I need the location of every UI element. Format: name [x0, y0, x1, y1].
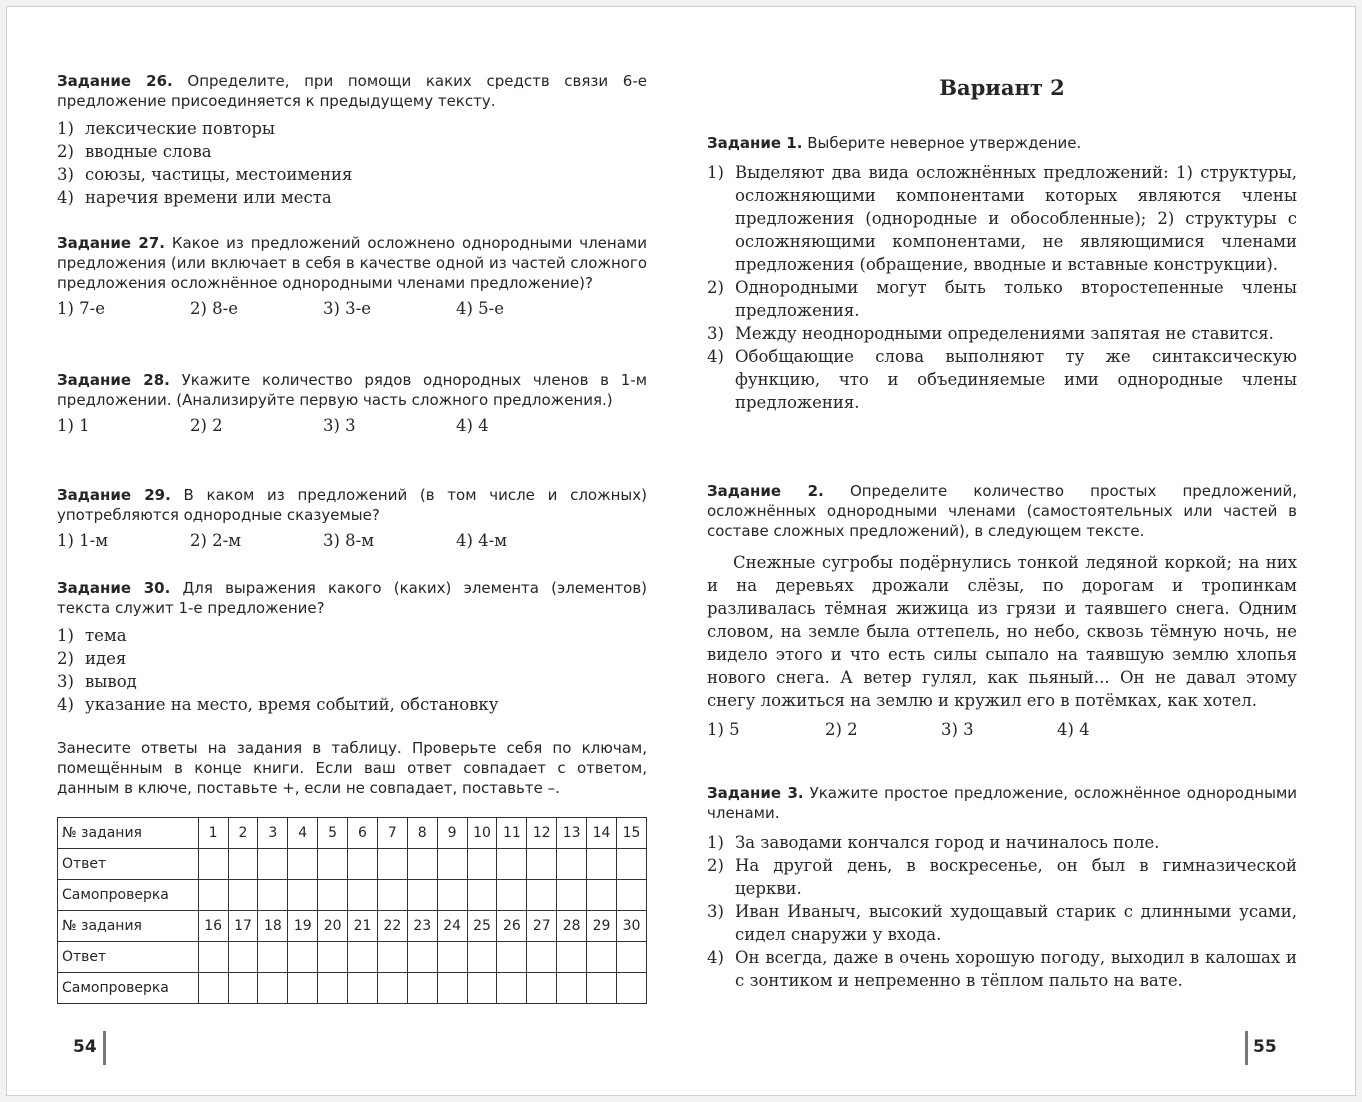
- task-number-cell: 27: [527, 911, 557, 942]
- task-number-cell: 7: [377, 818, 407, 849]
- option: 4) Он всегда, даже в очень хорошую погоду, выходил в калошах и с зонтиком и непременно в тёплом пальто на вате.: [707, 948, 1297, 990]
- task-3-label: Задание 3.: [707, 784, 804, 802]
- task-28: [57, 370, 647, 437]
- task-number-cell: 26: [497, 911, 527, 942]
- answer-cell[interactable]: [198, 849, 228, 880]
- task-number-cell: 16: [198, 911, 228, 942]
- selfcheck-cell[interactable]: [407, 880, 437, 911]
- task-1-label: Задание 1.: [707, 134, 803, 152]
- answer-cell[interactable]: [587, 942, 617, 973]
- task-number-cell: 10: [467, 818, 497, 849]
- answer-cell[interactable]: [288, 849, 318, 880]
- answer-cell[interactable]: [198, 942, 228, 973]
- option: 4) указание на место, время событий, обстановку: [57, 695, 499, 714]
- selfcheck-cell[interactable]: [467, 880, 497, 911]
- task-2-text: Определите количество простых предложений, осложнённых однородными членами (самостоятельных или частей в составе сложных предложений), в следующем тексте.: [707, 482, 1297, 540]
- task-28-label: Задание 28.: [57, 371, 170, 389]
- option: 2) Однородными могут быть только второстепенные члены предложения.: [707, 278, 1297, 320]
- task-number-cell: 30: [616, 911, 646, 942]
- task-3-options: [707, 831, 1297, 992]
- task-2-options: [707, 718, 1297, 741]
- task-26-label: Задание 26.: [57, 72, 173, 90]
- task-29-text: В каком из предложений (в том числе и сложных) употребляются однородные сказуемые?: [57, 486, 647, 524]
- task-number-cell: 9: [437, 818, 467, 849]
- selfcheck-cell[interactable]: [377, 973, 407, 1004]
- selfcheck-cell[interactable]: [198, 973, 228, 1004]
- answer-cell[interactable]: [527, 849, 557, 880]
- answer-cell[interactable]: [467, 849, 497, 880]
- selfcheck-cell[interactable]: [258, 973, 288, 1004]
- answer-cell[interactable]: [616, 849, 646, 880]
- option: 1) 5: [707, 720, 740, 739]
- option: 3) Между неоднородными определениями запятая не ставится.: [707, 324, 1274, 343]
- answer-table: [57, 817, 647, 1004]
- option: 3) 8-м: [323, 531, 375, 550]
- answer-cell[interactable]: [407, 849, 437, 880]
- task-number-cell: 17: [228, 911, 258, 942]
- answer-cell[interactable]: [437, 942, 467, 973]
- selfcheck-cell[interactable]: [527, 880, 557, 911]
- row-label: № задания: [58, 818, 199, 849]
- selfcheck-cell[interactable]: [288, 880, 318, 911]
- selfcheck-cell[interactable]: [587, 880, 617, 911]
- row-label: Самопроверка: [58, 880, 199, 911]
- task-number-cell: 23: [407, 911, 437, 942]
- task-number-cell: 3: [258, 818, 288, 849]
- task-3-heading: [707, 783, 1297, 823]
- task-number-cell: 1: [198, 818, 228, 849]
- answer-cell[interactable]: [527, 942, 557, 973]
- option: 1) тема: [57, 626, 127, 645]
- task-number-cell: 15: [616, 818, 646, 849]
- option: 1) За заводами кончался город и начиналось поле.: [707, 833, 1160, 852]
- task-number-cell: 25: [467, 911, 497, 942]
- option: 3) 3: [941, 720, 974, 739]
- task-27-text: Какое из предложений осложнено однородными членами предложения (или включает в себя в качестве одной из частей сложного предложения осложнённое однородными членами предложение)?: [57, 234, 647, 292]
- selfcheck-cell[interactable]: [377, 880, 407, 911]
- selfcheck-cell[interactable]: [407, 973, 437, 1004]
- task-number-cell: 14: [587, 818, 617, 849]
- task-29: [57, 485, 647, 552]
- option: 3) Иван Иваныч, высокий худощавый старик с длинными усами, сидел снаружи у входа.: [707, 902, 1297, 944]
- variant-title: Вариант 2: [939, 75, 1065, 100]
- answer-cell[interactable]: [437, 849, 467, 880]
- page-number-bar: [1245, 1031, 1248, 1065]
- task-number-cell: 29: [587, 911, 617, 942]
- table-row: [58, 880, 647, 911]
- task-number-cell: 6: [348, 818, 378, 849]
- task-number-cell: 21: [348, 911, 378, 942]
- option: 4) 4: [456, 416, 489, 435]
- page-number: 54: [73, 1037, 97, 1057]
- row-label: Ответ: [58, 942, 199, 973]
- answer-cell[interactable]: [318, 849, 348, 880]
- task-2: [707, 481, 1297, 741]
- task-number-cell: 24: [437, 911, 467, 942]
- task-27-options: [57, 297, 647, 320]
- selfcheck-cell[interactable]: [587, 973, 617, 1004]
- selfcheck-cell[interactable]: [288, 973, 318, 1004]
- option: 3) 3-е: [323, 299, 372, 318]
- table-row: [58, 911, 647, 942]
- task-2-passage: Снежные сугробы подёрнулись тонкой ледяной коркой; на них и на деревьях дрожали слёзы, по дорогам и тропинкам разливалась тёмная жижица из грязи и таявшего снега. Одним словом, на земле была оттепель, но небо, сквозь тёмную ночь, не видело этого и что есть силы сыпало на таявшую землю хлопья нового снега. А ветер гулял, как пьяный... Он не давал этому снегу ложиться на землю и кружил его в потёмках, как хотел.: [707, 553, 1297, 710]
- answer-cell[interactable]: [228, 942, 258, 973]
- table-instructions: Занесите ответы на задания в таблицу. Проверьте себя по ключам, помещённым в конце книги. Если ваш ответ совпадает с ответом, данным в ключе, поставьте +, если не совпадает, поставьте –.: [57, 739, 647, 797]
- left-page: [57, 7, 647, 1095]
- selfcheck-cell[interactable]: [318, 880, 348, 911]
- task-27-heading: [57, 233, 647, 293]
- answer-cell[interactable]: [587, 849, 617, 880]
- selfcheck-cell[interactable]: [228, 880, 258, 911]
- task-2-heading: [707, 481, 1297, 541]
- table-row: [58, 818, 647, 849]
- task-30-options: [57, 624, 647, 716]
- option: 4) 5-е: [456, 299, 505, 318]
- option: 4) Обобщающие слова выполняют ту же синтаксическую функцию, что и объединяемые ими однородные члены предложения.: [707, 347, 1297, 412]
- selfcheck-cell[interactable]: [437, 973, 467, 1004]
- selfcheck-cell[interactable]: [616, 880, 646, 911]
- row-label: Самопроверка: [58, 973, 199, 1004]
- task-30-heading: [57, 578, 647, 618]
- option: 2) На другой день, в воскресенье, он был в гимназической церкви.: [707, 856, 1297, 898]
- task-27: [57, 233, 647, 320]
- option: 3) вывод: [57, 672, 137, 691]
- task-number-cell: 11: [497, 818, 527, 849]
- task-number-cell: 28: [557, 911, 587, 942]
- task-number-cell: 5: [318, 818, 348, 849]
- task-3: [707, 783, 1297, 992]
- task-3-text: Укажите простое предложение, осложнённое однородными членами.: [707, 784, 1298, 822]
- option: 4) наречия времени или места: [57, 188, 332, 207]
- selfcheck-cell[interactable]: [616, 973, 646, 1004]
- task-number-cell: 4: [288, 818, 318, 849]
- row-label: № задания: [58, 911, 199, 942]
- selfcheck-cell[interactable]: [527, 973, 557, 1004]
- option: 2) вводные слова: [57, 142, 212, 161]
- row-label: Ответ: [58, 849, 199, 880]
- answer-cell[interactable]: [467, 942, 497, 973]
- selfcheck-cell[interactable]: [437, 880, 467, 911]
- task-1-text: Выберите неверное утверждение.: [807, 134, 1082, 152]
- task-26-options: [57, 117, 647, 209]
- option: 4) 4-м: [456, 531, 508, 550]
- selfcheck-cell[interactable]: [497, 973, 527, 1004]
- answer-cell[interactable]: [557, 849, 587, 880]
- answer-cell[interactable]: [258, 942, 288, 973]
- table-row: [58, 973, 647, 1004]
- task-28-text: Укажите количество рядов однородных членов в 1-м предложении. (Анализируйте первую часть сложного предложения.): [57, 371, 648, 409]
- task-number-cell: 8: [407, 818, 437, 849]
- option: 2) идея: [57, 649, 127, 668]
- book-spread: [6, 6, 1356, 1096]
- selfcheck-cell[interactable]: [258, 880, 288, 911]
- task-26-heading: [57, 71, 647, 111]
- selfcheck-cell[interactable]: [557, 973, 587, 1004]
- option: 1) 7-е: [57, 299, 106, 318]
- answer-cell[interactable]: [348, 942, 378, 973]
- answer-cell[interactable]: [497, 942, 527, 973]
- selfcheck-cell[interactable]: [348, 973, 378, 1004]
- task-30-label: Задание 30.: [57, 579, 171, 597]
- answer-cell[interactable]: [497, 849, 527, 880]
- task-number-cell: 12: [527, 818, 557, 849]
- task-number-cell: 13: [557, 818, 587, 849]
- selfcheck-cell[interactable]: [318, 973, 348, 1004]
- option: 4) 4: [1057, 720, 1090, 739]
- option: 2) 2: [825, 720, 858, 739]
- selfcheck-cell[interactable]: [557, 880, 587, 911]
- task-30-text: Для выражения какого (каких) элемента (элементов) текста служит 1-е предложение?: [57, 579, 648, 617]
- option: 1) лексические повторы: [57, 119, 276, 138]
- task-26-text: Определите, при помощи каких средств связи 6-е предложение присоединяется к предыдущему тексту.: [57, 72, 647, 110]
- task-29-label: Задание 29.: [57, 486, 171, 504]
- task-28-options: [57, 414, 647, 437]
- task-27-label: Задание 27.: [57, 234, 165, 252]
- task-number-cell: 20: [318, 911, 348, 942]
- selfcheck-cell[interactable]: [467, 973, 497, 1004]
- task-1: [707, 133, 1297, 414]
- answer-cell[interactable]: [616, 942, 646, 973]
- option: 3) союзы, частицы, местоимения: [57, 165, 353, 184]
- task-30: [57, 578, 647, 716]
- task-number-cell: 19: [288, 911, 318, 942]
- task-28-heading: [57, 370, 647, 410]
- task-2-label: Задание 2.: [707, 482, 824, 500]
- task-1-heading: [707, 133, 1297, 153]
- option: 1) 1-м: [57, 531, 109, 550]
- task-29-options: [57, 529, 647, 552]
- task-29-heading: [57, 485, 647, 525]
- task-number-cell: 22: [377, 911, 407, 942]
- answer-cell[interactable]: [348, 849, 378, 880]
- selfcheck-cell[interactable]: [228, 973, 258, 1004]
- selfcheck-cell[interactable]: [497, 880, 527, 911]
- option: 3) 3: [323, 416, 356, 435]
- table-row: [58, 942, 647, 973]
- table-row: [58, 849, 647, 880]
- right-page: [707, 7, 1297, 1095]
- selfcheck-cell[interactable]: [198, 880, 228, 911]
- task-number-cell: 18: [258, 911, 288, 942]
- option: 1) 1: [57, 416, 90, 435]
- answer-cell[interactable]: [407, 942, 437, 973]
- answer-cell[interactable]: [377, 849, 407, 880]
- answer-cell[interactable]: [318, 942, 348, 973]
- option: 2) 8-е: [190, 299, 239, 318]
- answer-cell[interactable]: [377, 942, 407, 973]
- answer-cell[interactable]: [288, 942, 318, 973]
- option: 2) 2-м: [190, 531, 242, 550]
- selfcheck-cell[interactable]: [348, 880, 378, 911]
- task-26: [57, 71, 647, 209]
- option: 1) Выделяют два вида осложнённых предложений: 1) структуры, осложняющими компонентами которых являются члены предложения (однородные и обособленные); 2) структуры с осложняющими компонентами, не являющимися членами предложения (обращение, вводные и вставные конструкции).: [707, 163, 1297, 274]
- option: 2) 2: [190, 416, 223, 435]
- answer-cell[interactable]: [258, 849, 288, 880]
- page-number-bar: [103, 1031, 106, 1065]
- answer-cell[interactable]: [557, 942, 587, 973]
- task-1-options: [707, 161, 1297, 414]
- page-number: 55: [1253, 1037, 1277, 1057]
- answer-cell[interactable]: [228, 849, 258, 880]
- task-number-cell: 2: [228, 818, 258, 849]
